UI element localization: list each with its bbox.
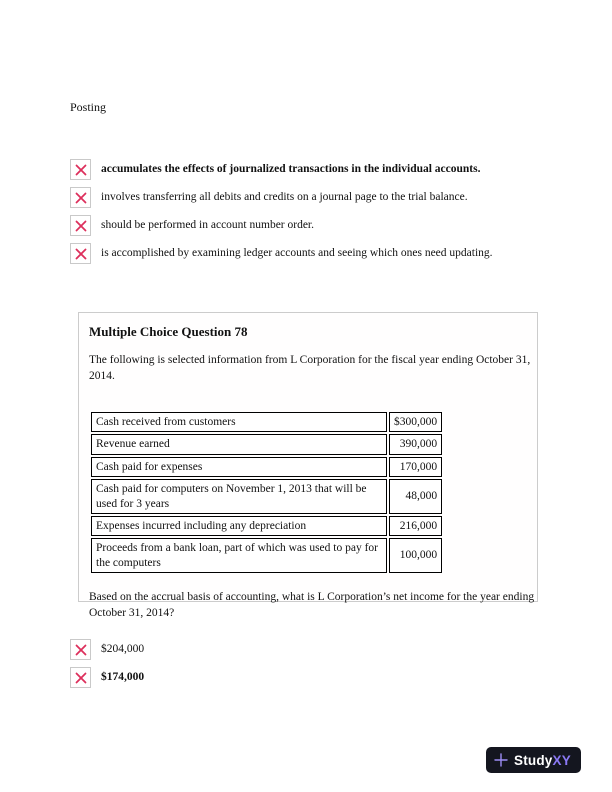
logo-text-accent: XY: [552, 752, 571, 768]
question-intro: The following is selected information from L Corporation for the fiscal year ending October 31, 2014.: [89, 354, 531, 382]
row-amount: 170,000: [389, 457, 442, 477]
table-row: [91, 434, 442, 454]
x-mark-icon: [75, 672, 87, 684]
answer-options-group-1: [70, 159, 493, 271]
checkbox-marked[interactable]: [70, 639, 91, 660]
answer-option-label: $204,000: [101, 642, 145, 655]
table-row: [91, 457, 442, 477]
studyxy-logo: [486, 747, 581, 773]
question-panel: [78, 312, 538, 619]
answer-option-label: accumulates the effects of journalized transactions in the individual accounts.: [101, 162, 481, 175]
question-heading: Posting: [70, 100, 107, 114]
answer-option[interactable]: [70, 243, 493, 264]
row-amount: 390,000: [389, 434, 442, 454]
checkbox-marked[interactable]: [70, 159, 91, 180]
answer-option-label: $174,000: [101, 670, 145, 683]
logo-wordmark: [514, 753, 571, 768]
answer-option-label: involves transferring all debits and credits on a journal page to the trial balance.: [101, 190, 468, 203]
plus-icon: [494, 753, 508, 767]
question-prompt: Based on the accrual basis of accounting, what is L Corporation’s net income for the year ending October 31, 2014?: [89, 591, 535, 619]
row-label: Cash paid for computers on November 1, 2013 that will be used for 3 years: [91, 479, 387, 514]
answer-option[interactable]: [70, 667, 144, 688]
table-row: [91, 538, 442, 573]
row-label: Proceeds from a bank loan, part of which was used to pay for the computers: [91, 538, 387, 573]
answer-options-group-2: [70, 639, 144, 695]
row-amount: 100,000: [389, 538, 442, 573]
checkbox-marked[interactable]: [70, 215, 91, 236]
answer-option[interactable]: [70, 215, 493, 236]
financial-info-table: [89, 410, 444, 575]
x-mark-icon: [75, 248, 87, 260]
row-label: Cash paid for expenses: [91, 457, 387, 477]
table-row: [91, 412, 442, 432]
x-mark-icon: [75, 192, 87, 204]
row-label: Cash received from customers: [91, 412, 387, 432]
answer-option[interactable]: [70, 639, 144, 660]
answer-option[interactable]: [70, 187, 493, 208]
answer-option-label: is accomplished by examining ledger accounts and seeing which ones need updating.: [101, 246, 493, 259]
row-amount: 216,000: [389, 516, 442, 536]
answer-option[interactable]: [70, 159, 493, 180]
x-mark-icon: [75, 164, 87, 176]
row-label: Revenue earned: [91, 434, 387, 454]
x-mark-icon: [75, 220, 87, 232]
checkbox-marked[interactable]: [70, 187, 91, 208]
logo-text-primary: Study: [514, 752, 553, 768]
row-label: Expenses incurred including any depreciation: [91, 516, 387, 536]
x-mark-icon: [75, 644, 87, 656]
table-row: [91, 479, 442, 514]
row-amount: $300,000: [389, 412, 442, 432]
checkbox-marked[interactable]: [70, 667, 91, 688]
table-row: [91, 516, 442, 536]
answer-option-label: should be performed in account number order.: [101, 218, 315, 231]
checkbox-marked[interactable]: [70, 243, 91, 264]
panel-title: Multiple Choice Question 78: [89, 324, 248, 339]
row-amount: 48,000: [389, 479, 442, 514]
